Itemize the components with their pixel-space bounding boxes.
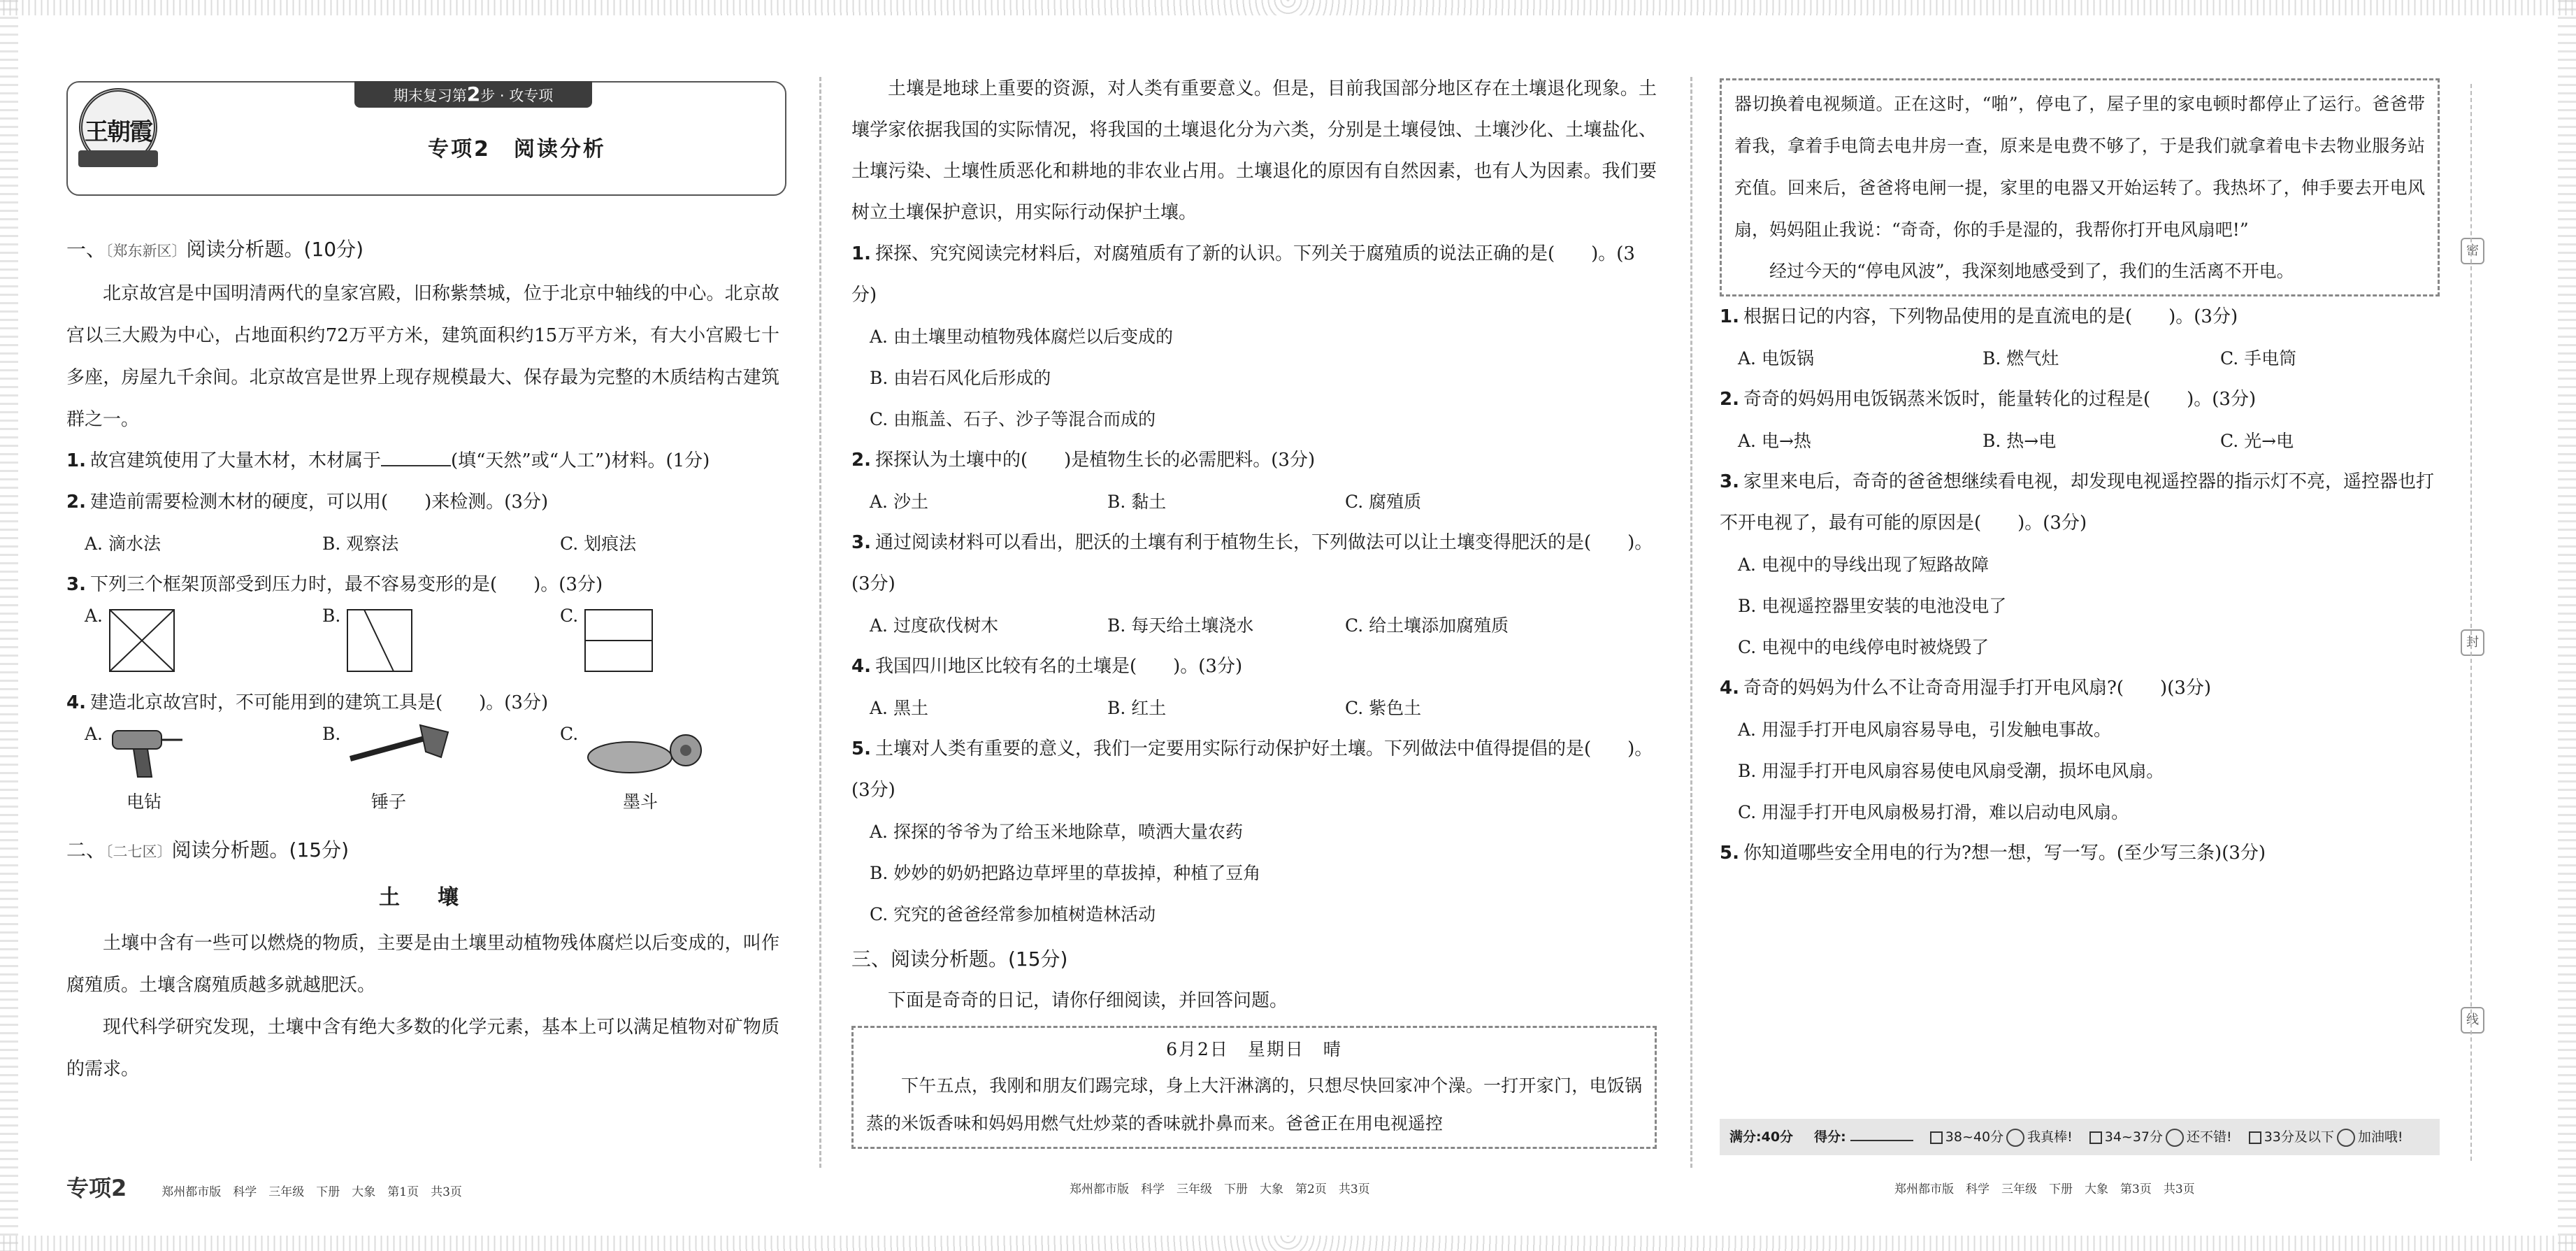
option[interactable]: A. 电视中的导线出现了短路故障: [1738, 555, 1989, 575]
question-1: 1. 根据日记的内容，下列物品使用的是直流电的是( )。(3分): [1720, 306, 2238, 327]
option-b[interactable]: [322, 724, 560, 812]
logo-ribbon: [78, 150, 158, 167]
column-1: [66, 228, 779, 1090]
diary-date: 6月2日 星期日 晴: [1166, 1039, 1342, 1059]
smiley-icon: [2337, 1129, 2355, 1147]
ink-line-tool-icon: [581, 724, 714, 780]
option[interactable]: B. 用湿手打开电风扇容易使电风扇受潮，损坏电风扇。: [1738, 761, 2164, 781]
checkbox-icon[interactable]: [2249, 1131, 2261, 1144]
banner-text: 期末复习第: [393, 87, 467, 104]
column-divider: [1690, 77, 1692, 1168]
option[interactable]: A. 由土壤里动植物残体腐烂以后变成的: [870, 327, 1173, 347]
diary-box-continued: [1720, 78, 2440, 296]
article-title: 土 壤: [379, 885, 467, 910]
section-3-heading: 三、阅读分析题。(15分): [851, 948, 1068, 971]
question-5: 5. 土壤对人类有重要的意义，我们一定要用实际行动保护好土壤。下列做法中值得提倡的是( )。(3分): [851, 738, 1653, 801]
options-row: [851, 687, 1657, 729]
column-2: [851, 69, 1657, 1149]
option[interactable]: B. 黏土: [1107, 492, 1167, 512]
option[interactable]: C. 光→电: [2220, 431, 2294, 451]
decorative-border-right: [2558, 0, 2576, 1251]
decorative-border-top: [0, 0, 2576, 15]
question-3: 3. 家里来电后，奇奇的爸爸想继续看电视，却发现电视遥控器的指示灯不亮，遥控器也打不开电视了，最有可能的原因是( )。(3分): [1720, 471, 2434, 534]
question-2: 2. 探探认为土壤中的( )是植物生长的必需肥料。(3分): [851, 450, 1316, 471]
option[interactable]: C. 电视中的电线停电时被烧毁了: [1738, 637, 1989, 657]
option[interactable]: C. 紫色土: [1345, 698, 1422, 718]
question-1: 1. 故宫建筑使用了大量木材，木材属于 (填“天然”或“人工”)材料。(1分): [66, 450, 710, 471]
banner-step-number: 2: [466, 83, 481, 106]
tool-caption: 墨斗: [623, 792, 659, 812]
option[interactable]: A. 电饭锅: [1738, 348, 1814, 369]
option[interactable]: A. 沙土: [870, 492, 928, 512]
frame-figures: [66, 606, 779, 682]
option-a[interactable]: [85, 724, 322, 812]
option-label: A.: [85, 724, 103, 744]
tool-caption: 电钻: [127, 792, 162, 812]
brand-logo: [79, 88, 157, 166]
option-label: B.: [322, 724, 341, 744]
seal-line-mark: 线: [2461, 1007, 2484, 1034]
region-tag: 〔二七区〕: [106, 843, 172, 860]
score-bar: [1720, 1119, 2440, 1155]
score-message: 加油哦!: [2357, 1129, 2403, 1145]
question-3: 3. 下列三个框架顶部受到压力时，最不容易变形的是( )。(3分): [66, 574, 603, 595]
option[interactable]: A. 滴水法: [85, 534, 161, 554]
passage-paragraph: 土壤中含有一些可以燃烧的物质，主要是由土壤里动植物残体腐烂以后变成的，叫作腐殖质。土壤含腐殖质越多就越肥沃。: [66, 933, 779, 996]
question-2: 2. 奇奇的妈妈用电饭锅蒸米饭时，能量转化的过程是( )。(3分): [1720, 389, 2257, 410]
footer-section-label: 专项2: [66, 1175, 127, 1201]
tool-figures: [66, 724, 779, 822]
logo-text: 王朝霞: [85, 118, 152, 146]
page-header: [66, 81, 786, 196]
option-label: C.: [560, 724, 579, 744]
option[interactable]: B. 红土: [1107, 698, 1167, 718]
option[interactable]: C. 手电筒: [2220, 348, 2297, 369]
option[interactable]: A. 黑土: [870, 698, 928, 718]
section-2-heading: 二、〔二七区〕阅读分析题。(15分): [66, 838, 349, 862]
option[interactable]: B. 观察法: [322, 534, 399, 554]
question-2: 2. 建造前需要检测木材的硬度，可以用( )来检测。(3分): [66, 492, 549, 513]
page-title: 专项2 阅读分析: [428, 137, 606, 162]
option[interactable]: A. 过度砍伐树木: [870, 615, 998, 636]
options-row: [851, 481, 1657, 522]
decorative-border-bottom: [0, 1236, 2576, 1251]
question-3: 3. 通过阅读材料可以看出，肥沃的土壤有利于植物生长，下列做法可以让土壤变得肥沃的是( )。(3分): [851, 532, 1653, 594]
score-range: 38~40分: [1945, 1129, 2004, 1145]
diary-paragraph: 下午五点，我刚和朋友们踢完球，身上大汗淋漓的，只想尽快回家冲个澡。一打开家门，电饭锅蒸的米饭香味和妈妈用燃气灶炒菜的香味就扑鼻而来。爸爸正在用电视遥控: [866, 1075, 1642, 1134]
option[interactable]: C. 腐殖质: [1345, 492, 1422, 512]
decorative-border-left: [0, 0, 18, 1251]
score-message: 我真棒!: [2027, 1129, 2073, 1145]
question-4: 4. 我国四川地区比较有名的土壤是( )。(3分): [851, 656, 1243, 677]
smiley-icon: [2166, 1129, 2184, 1147]
score-range: 33分及以下: [2264, 1129, 2334, 1145]
question-5: 5. 你知道哪些安全用电的行为?想一想，写一写。(至少写三条)(3分): [1720, 843, 2266, 864]
option[interactable]: C. 用湿手打开电风扇极易打滑，难以启动电风扇。: [1738, 802, 2129, 822]
frame-b-figure[interactable]: [343, 606, 560, 675]
review-banner: [354, 81, 592, 108]
seal-line-mark: 封: [2461, 629, 2484, 656]
column-3: [1720, 78, 2440, 874]
frame-c-figure[interactable]: [581, 606, 679, 675]
option[interactable]: B. 燃气灶: [1983, 348, 2059, 369]
passage-paragraph: 土壤是地球上重要的资源，对人类有重要意义。但是，目前我国部分地区存在土壤退化现象。土壤学家依据我国的实际情况，将我国的土壤退化分为六类，分别是土壤侵蚀、土壤沙化、土壤盐化、土壤污染、土壤性质恶化和耕地的非农业占用。土壤退化的原因有自然因素，也有人为因素。我们要树立土壤保护意识，用实际行动保护土壤。: [851, 78, 1657, 223]
footer-text: 郑州都市版 科学 三年级 下册 大象 第1页 共3页: [161, 1185, 462, 1199]
score-blank[interactable]: [1850, 1127, 1913, 1141]
option-label: B.: [322, 606, 341, 626]
options-row: [1720, 420, 2440, 462]
option-label: A.: [85, 606, 103, 626]
passage-paragraph: 北京故宫是中国明清两代的皇家宫殿，旧称紫禁城，位于北京中轴线的中心。北京故宫以三大殿为中心，占地面积约72万平方米，建筑面积约15万平方米，有大小宫殿七十多座，房屋九千余间。北京故宫是世界上现存规模最大、保存最为完整的木质结构古建筑群之一。: [66, 283, 779, 430]
option[interactable]: A. 用湿手打开电风扇容易导电，引发触电事故。: [1738, 720, 2111, 740]
options-row: [1720, 338, 2440, 379]
full-score: 满分:40分: [1729, 1129, 1794, 1145]
options-row: [66, 523, 779, 564]
option-label: C.: [560, 606, 579, 626]
score-label: 得分:: [1814, 1129, 1846, 1145]
option[interactable]: B. 妙妙的奶奶把路边草坪里的草拔掉，种植了豆角: [870, 863, 1261, 883]
answer-blank[interactable]: [381, 450, 451, 466]
option[interactable]: A. 电→热: [1738, 431, 1811, 451]
hammer-icon: [343, 724, 455, 780]
question-1: 1. 探探、究究阅读完材料后，对腐殖质有了新的认识。下列关于腐殖质的说法正确的是( )。(3分): [851, 243, 1635, 306]
option[interactable]: A. 探探的爷爷为了给玉米地除草，喷洒大量农药: [870, 822, 1243, 842]
tool-caption: 锤子: [371, 792, 407, 812]
option[interactable]: C. 给土壤添加腐殖质: [1345, 615, 1509, 636]
footer-page-2: 郑州都市版 科学 三年级 下册 大象 第2页 共3页: [1070, 1182, 1370, 1196]
score-range: 34~37分: [2104, 1129, 2164, 1145]
checkbox-icon[interactable]: [2089, 1131, 2102, 1144]
option[interactable]: C. 究究的爸爸经常参加植树造林活动: [870, 904, 1156, 924]
options-row: [851, 605, 1657, 646]
question-4: 4. 奇奇的妈妈为什么不让奇奇用湿手打开电风扇?( )(3分): [1720, 678, 2212, 699]
option[interactable]: B. 每天给土壤浇水: [1107, 615, 1254, 636]
diary-box: [851, 1026, 1657, 1149]
footer-page-1: [66, 1171, 462, 1203]
diary-paragraph: 经过今天的“停电风波”，我深刻地感受到了，我们的生活离不开电。: [1769, 261, 2294, 281]
banner-text: 步 · 攻专项: [480, 87, 554, 104]
seal-line: [2470, 84, 2472, 1161]
region-tag: 〔郑东新区〕: [106, 243, 187, 259]
footer-page-3: 郑州都市版 科学 三年级 下册 大象 第3页 共3页: [1894, 1182, 2195, 1196]
option-c[interactable]: [560, 724, 714, 812]
passage-paragraph: 现代科学研究发现，土壤中含有绝大多数的化学元素，基本上可以满足植物对矿物质的需求。: [66, 1017, 779, 1080]
section-1-heading: 一、〔郑东新区〕阅读分析题。(10分): [66, 238, 364, 261]
option[interactable]: C. 由瓶盖、石子、沙子等混合而成的: [870, 409, 1156, 429]
question-4: 4. 建造北京故宫时，不可能用到的建筑工具是( )。(3分): [66, 692, 549, 713]
score-message: 还不错!: [2187, 1129, 2232, 1145]
frame-a-figure[interactable]: [106, 606, 322, 675]
seal-line-mark: 密: [2461, 238, 2484, 264]
column-divider: [819, 77, 821, 1168]
option[interactable]: B. 热→电: [1983, 431, 2057, 451]
option[interactable]: B. 电视遥控器里安装的电池没电了: [1738, 596, 2007, 616]
smiley-icon: [2006, 1129, 2024, 1147]
drill-icon: [106, 724, 189, 780]
option[interactable]: B. 由岩石风化后形成的: [870, 368, 1051, 388]
section-intro: 下面是奇奇的日记，请你仔细阅读，并回答问题。: [888, 990, 1288, 1011]
option[interactable]: C. 划痕法: [560, 534, 637, 554]
diary-paragraph: 器切换着电视频道。正在这时，“啪”，停电了，屋子里的家电顿时都停止了运行。爸爸带着我，拿着手电筒去电井房一查，原来是电费不够了，于是我们就拿着电卡去物业服务站充值。回来后，爸爸将电闸一提，家里的电器又开始运转了。我热坏了，伸手要去开电风扇，妈妈阻止我说：“奇奇，你的手是湿的，我帮你打开电风扇吧!”: [1734, 94, 2425, 240]
checkbox-icon[interactable]: [1930, 1131, 1943, 1144]
